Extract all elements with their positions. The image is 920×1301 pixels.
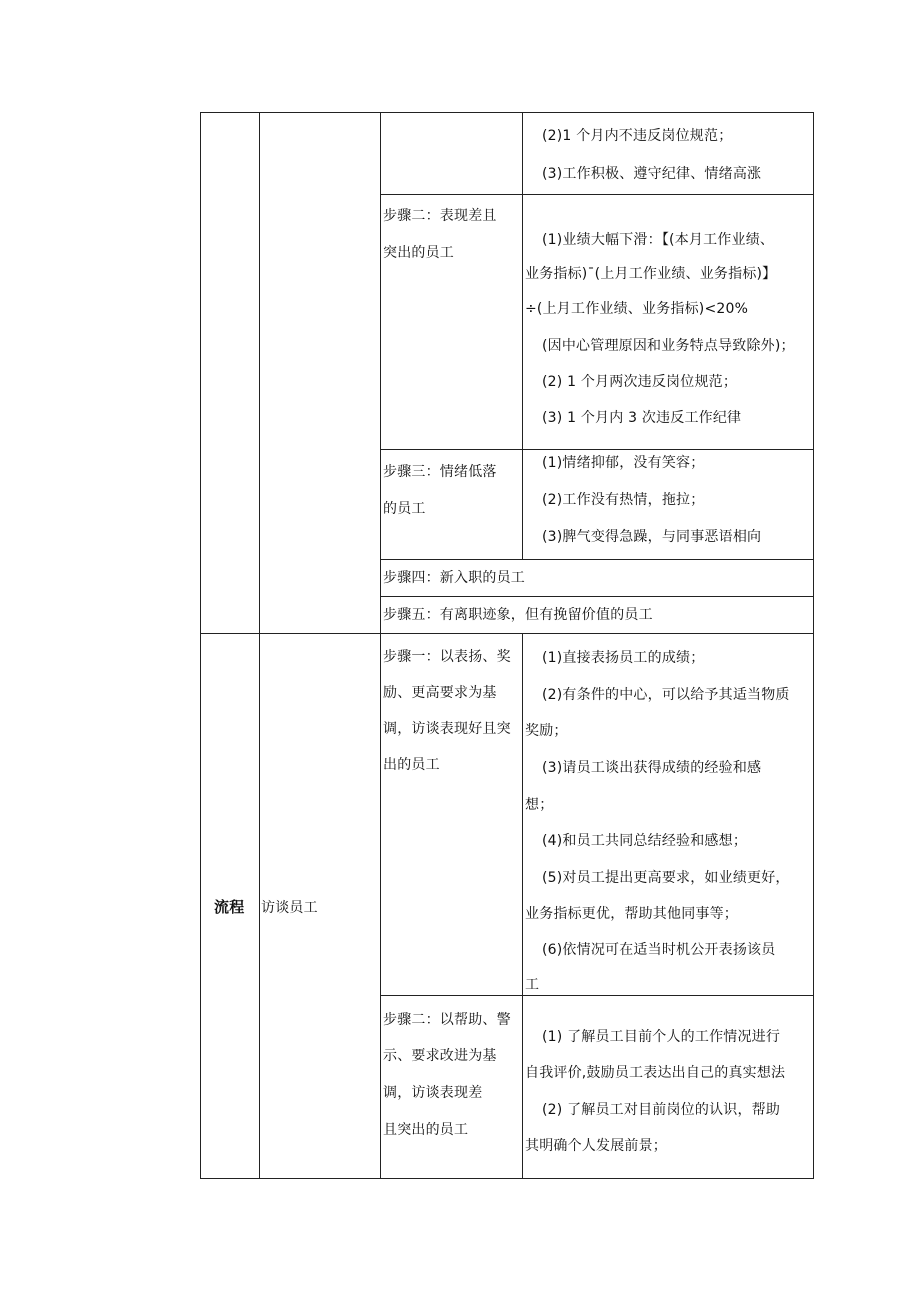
row-divider-s2-step2 <box>380 995 814 996</box>
list-item: (2)工作没有热情，拖拉； <box>542 492 705 508</box>
col-divider-3b <box>522 633 523 1179</box>
table-border-right <box>813 112 814 1179</box>
step-label: 调，访谈表现差 <box>383 1085 483 1101</box>
row-divider-step5 <box>380 596 814 597</box>
list-item: (3)工作积极、遵守纪律、情绪高涨 <box>542 166 762 182</box>
col-divider-2 <box>380 112 381 1179</box>
list-item: (3)请员工谈出获得成绩的经验和感 <box>542 760 762 776</box>
row-divider-step4 <box>380 559 814 560</box>
step-label: 步骤三：情绪低落 <box>383 464 497 480</box>
list-item: (5)对员工提出更高要求，如业绩更好， <box>542 870 790 886</box>
step-label: 调，访谈表现好且突 <box>383 721 511 737</box>
step-label: 励、更高要求为基 <box>383 685 497 701</box>
list-item: (2) 1 个月两次违反岗位规范； <box>542 374 738 390</box>
col-divider-3a <box>522 112 523 560</box>
list-item: (1)业绩大幅下滑：【(本月工作业绩、 <box>542 232 775 248</box>
list-item: 自我评价,鼓励员工表达出自己的真实想法 <box>525 1065 786 1081</box>
step-label: 突出的员工 <box>383 245 454 261</box>
step-label: 且突出的员工 <box>383 1122 469 1138</box>
row-divider-step2 <box>380 194 814 195</box>
list-item: (2) 了解员工对目前岗位的认识，帮助 <box>542 1102 781 1118</box>
list-item: (6)依情况可在适当时机公开表扬该员 <box>542 942 776 958</box>
step-label: 步骤五：有离职迹象，但有挽留价值的员工 <box>383 607 653 623</box>
list-item: (1)直接表扬员工的成绩； <box>542 650 705 666</box>
list-item: (2)有条件的中心，可以给予其适当物质 <box>542 687 790 703</box>
list-item: (3)脾气变得急躁，与同事恶语相向 <box>542 529 762 545</box>
category-label: 流程 <box>214 898 245 916</box>
list-item: 奖励； <box>525 723 568 739</box>
list-item: (1) 了解员工目前个人的工作情况进行 <box>542 1029 781 1045</box>
subcategory-label: 访谈员工 <box>261 900 318 916</box>
step-label: 的员工 <box>383 501 426 517</box>
list-item: ÷(上月工作业绩、业务指标)<20% <box>525 301 749 317</box>
list-item: 想； <box>525 797 554 813</box>
list-item: (因中心管理原因和业务特点导致除外)； <box>542 338 795 354</box>
step-label: 步骤二：表现差且 <box>383 208 497 224</box>
step-label: 出的员工 <box>383 757 440 773</box>
row-divider-section2 <box>200 633 814 634</box>
list-item: 工 <box>525 977 540 993</box>
list-item: (1)情绪抑郁，没有笑容； <box>542 455 705 471</box>
step-label: 步骤四：新入职的员工 <box>383 570 525 586</box>
list-item: 业务指标)ˉ(上月工作业绩、业务指标)】 <box>525 266 777 282</box>
table-border-left <box>200 112 201 1179</box>
list-item: (4)和员工共同总结经验和感想； <box>542 833 748 849</box>
row-divider-step3 <box>380 449 814 450</box>
step-label: 步骤一：以表扬、奖 <box>383 649 511 665</box>
table-border-top <box>200 112 814 113</box>
step-label: 步骤二：以帮助、警 <box>383 1012 511 1028</box>
list-item: (2)1 个月内不违反岗位规范； <box>542 128 733 144</box>
list-item: (3) 1 个月内 3 次违反工作纪律 <box>542 410 742 426</box>
list-item: 其明确个人发展前景； <box>525 1138 667 1154</box>
list-item: 业务指标更优，帮助其他同事等； <box>525 906 738 922</box>
step-label: 示、要求改进为基 <box>383 1048 497 1064</box>
col-divider-1 <box>259 112 260 1179</box>
table-border-bottom <box>200 1178 814 1179</box>
